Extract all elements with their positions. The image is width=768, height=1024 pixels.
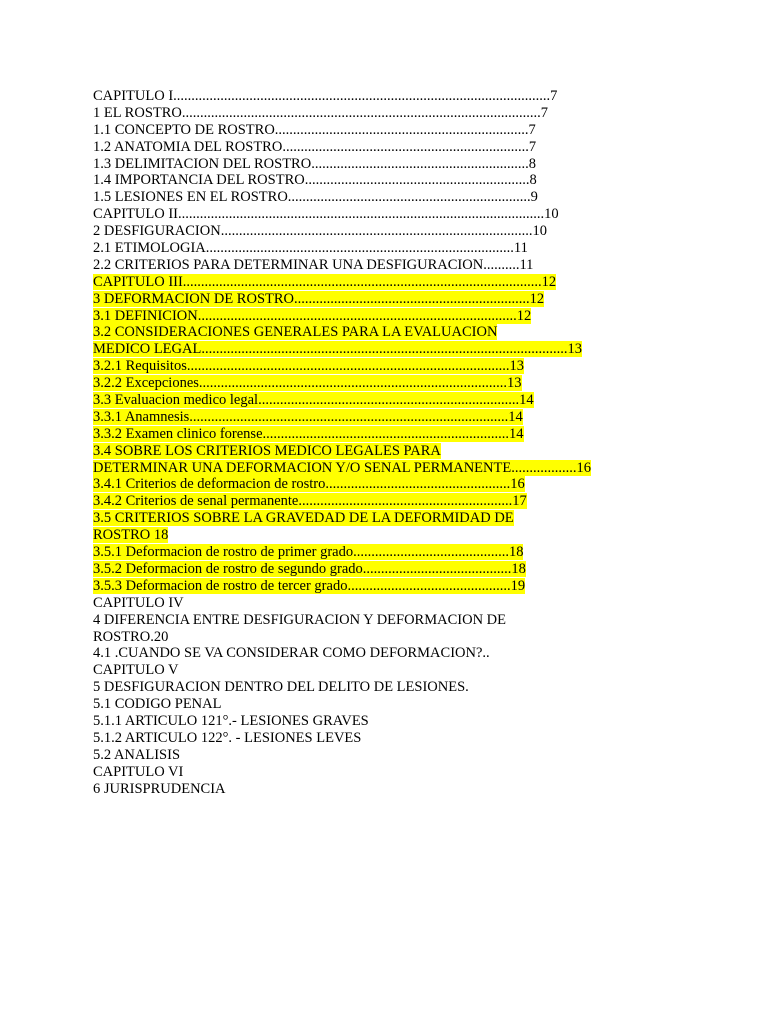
toc-entry xyxy=(93,156,693,173)
toc-entry-text: 1.4 IMPORTANCIA DEL ROSTRO..............................................................8 xyxy=(93,172,537,189)
toc-entry-text: 5.2 ANALISIS xyxy=(93,746,181,763)
toc-entry xyxy=(93,781,693,798)
toc-entry xyxy=(93,392,693,409)
toc-entry xyxy=(93,645,693,662)
toc-entry xyxy=(93,662,693,679)
toc-entry-text: CAPITULO III...................................................................................................12 xyxy=(93,273,557,290)
toc-entry-text: 3.3.1 Anamnesis........................................................................................14 xyxy=(93,408,523,425)
toc-entry-text: 3.5.2 Deformacion de rostro de segundo grado.........................................18 xyxy=(93,560,526,577)
toc-entry-text: 3.4.2 Criterios de senal permanente...........................................................17 xyxy=(93,493,527,510)
toc-entry xyxy=(93,713,693,730)
toc-entry-text: CAPITULO VI xyxy=(93,763,184,780)
toc-entry xyxy=(93,88,693,105)
toc-entry xyxy=(93,476,693,493)
toc-entry-text: 3.2 CONSIDERACIONES GENERALES PARA LA EVALUACION xyxy=(93,324,498,341)
toc-entry xyxy=(93,595,693,612)
toc-entry-text: CAPITULO II.....................................................................................................10 xyxy=(93,206,559,223)
toc-entry xyxy=(93,324,693,341)
toc-entry-text: 3.3 Evaluacion medico legal........................................................................14 xyxy=(93,392,534,409)
toc-entry-text: DETERMINAR UNA DEFORMACION Y/O SENAL PERMANENTE..................16 xyxy=(93,459,591,476)
toc-entry-text: 4 DIFERENCIA ENTRE DESFIGURACION Y DEFORMACION DE xyxy=(93,611,506,628)
toc-entry xyxy=(93,578,693,595)
toc-entry-text: 5.1 CODIGO PENAL xyxy=(93,696,222,713)
toc-entry-text: 1.1 CONCEPTO DE ROSTRO......................................................................7 xyxy=(93,121,536,138)
toc-entry xyxy=(93,544,693,561)
toc-entry-text: 2.2 CRITERIOS PARA DETERMINAR UNA DESFIGURACION..........11 xyxy=(93,256,534,273)
toc-entry xyxy=(93,679,693,696)
toc-entry-text: MEDICO LEGAL.....................................................................................................13 xyxy=(93,341,582,358)
toc-entry-text: 3.4 SOBRE LOS CRITERIOS MEDICO LEGALES PARA xyxy=(93,442,441,459)
toc-entry xyxy=(93,206,693,223)
toc-entry-text: 3.2.2 Excepciones.....................................................................................13 xyxy=(93,375,522,392)
toc-entry xyxy=(93,291,693,308)
toc-entry-text: CAPITULO V xyxy=(93,662,179,679)
toc-entry-text: 3.5.1 Deformacion de rostro de primer grado...........................................18 xyxy=(93,544,524,561)
toc-entry-text: 3.4.1 Criterios de deformacion de rostro...................................................16 xyxy=(93,476,525,493)
toc-entry xyxy=(93,358,693,375)
toc-entry xyxy=(93,696,693,713)
toc-entry xyxy=(93,426,693,443)
toc-entry xyxy=(93,493,693,510)
toc-entry xyxy=(93,274,693,291)
toc-entry xyxy=(93,409,693,426)
toc-entry-text: 4.1 .CUANDO SE VA CONSIDERAR COMO DEFORMACION?.. xyxy=(93,645,490,662)
toc-entry xyxy=(93,764,693,781)
toc-entry xyxy=(93,443,693,460)
toc-entry xyxy=(93,257,693,274)
toc-entry-text: ROSTRO 18 xyxy=(93,527,169,544)
toc-entry-text: ROSTRO.20 xyxy=(93,628,169,645)
toc-entry xyxy=(93,223,693,240)
toc-entry xyxy=(93,308,693,325)
toc-entry-text: CAPITULO I........................................................................................................7 xyxy=(93,88,558,104)
toc-entry-text: CAPITULO IV xyxy=(93,594,184,611)
toc-entry xyxy=(93,730,693,747)
toc-entry xyxy=(93,629,693,646)
toc-entry-text: 1.3 DELIMITACION DEL ROSTRO............................................................8 xyxy=(93,155,536,172)
toc-entry-text: 5.1.1 ARTICULO 121°.- LESIONES GRAVES xyxy=(93,712,369,729)
table-of-contents xyxy=(93,88,693,797)
toc-entry-text: 2 DESFIGURACION......................................................................................10 xyxy=(93,223,547,240)
toc-entry xyxy=(93,172,693,189)
toc-entry-text: 3.5 CRITERIOS SOBRE LA GRAVEDAD DE LA DEFORMIDAD DE xyxy=(93,510,514,527)
toc-entry-text: 6 JURISPRUDENCIA xyxy=(93,780,226,797)
toc-entry xyxy=(93,341,693,358)
toc-entry xyxy=(93,189,693,206)
toc-entry xyxy=(93,105,693,122)
toc-entry-text: 1.2 ANATOMIA DEL ROSTRO....................................................................7 xyxy=(93,138,537,155)
toc-entry-text: 3.1 DEFINICION........................................................................................12 xyxy=(93,307,532,324)
toc-entry xyxy=(93,527,693,544)
toc-entry-text: 5 DESFIGURACION DENTRO DEL DELITO DE LESIONES. xyxy=(93,679,469,696)
toc-entry-text: 3.5.3 Deformacion de rostro de tercer grado.............................................19 xyxy=(93,577,526,594)
toc-entry-text: 3 DEFORMACION DE ROSTRO.................................................................12 xyxy=(93,290,545,307)
toc-entry-text: 1.5 LESIONES EN EL ROSTRO...................................................................9 xyxy=(93,189,538,206)
toc-entry-text: 5.1.2 ARTICULO 122°. - LESIONES LEVES xyxy=(93,729,362,746)
toc-entry xyxy=(93,510,693,527)
toc-entry-text: 3.3.2 Examen clinico forense....................................................................14 xyxy=(93,425,524,442)
toc-entry xyxy=(93,122,693,139)
toc-entry xyxy=(93,460,693,477)
toc-entry-text: 3.2.1 Requisitos.........................................................................................13 xyxy=(93,358,524,375)
toc-entry xyxy=(93,612,693,629)
toc-entry xyxy=(93,139,693,156)
toc-entry xyxy=(93,747,693,764)
toc-entry-text: 2.1 ETIMOLOGIA.....................................................................................11 xyxy=(93,240,528,257)
toc-entry xyxy=(93,240,693,257)
toc-entry xyxy=(93,561,693,578)
toc-entry xyxy=(93,375,693,392)
toc-entry-text: 1 EL ROSTRO...................................................................................................7 xyxy=(93,104,549,121)
